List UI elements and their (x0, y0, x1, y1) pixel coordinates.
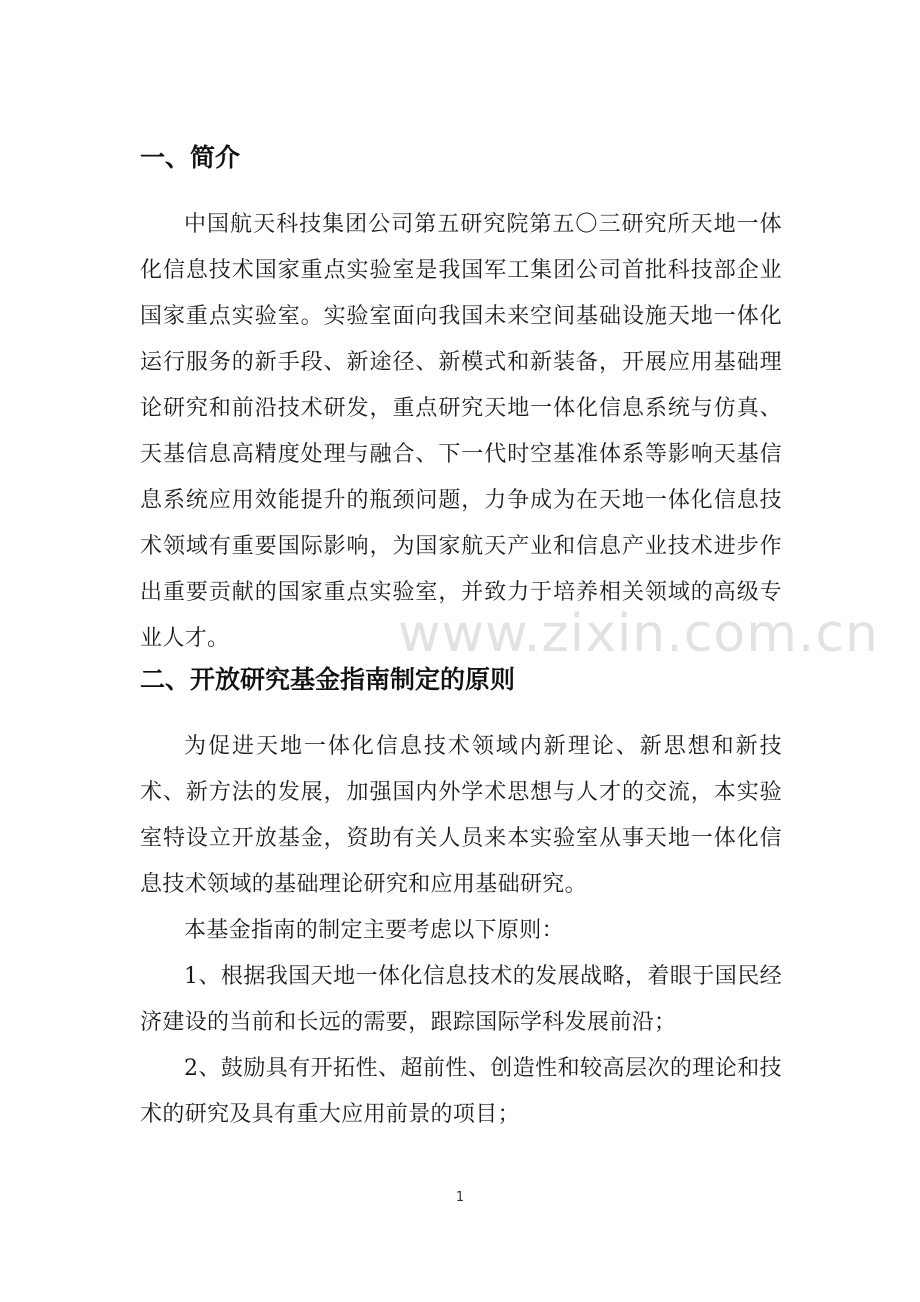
page-number: 1 (455, 1190, 465, 1205)
principle-item-2: 2、鼓励具有开拓性、超前性、创造性和较高层次的理论和技术的研究及具有重大应用前景的项目； (140, 1056, 782, 1127)
principle-item-1: 1、根据我国天地一体化信息技术的发展战略，着眼于国民经济建设的当前和长远的需要，跟踪国际学科发展前沿； (140, 964, 782, 1035)
section-heading-intro: 一、简介 (140, 143, 241, 172)
section-heading-principles: 二、开放研究基金指南制定的原则 (140, 665, 516, 694)
watermark: www.zixin.com.cn (398, 604, 879, 664)
principles-paragraph-2: 本基金指南的制定主要考虑以下原则： (184, 918, 564, 943)
intro-paragraph: 中国航天科技集团公司第五研究院第五〇三研究所天地一体化信息技术国家重点实验室是我国军工集团公司首批科技部企业国家重点实验室。实验室面向我国未来空间基础设施天地一体化运行服务的新手段、新途径、新模式和新装备，开展应用基础理论研究和前沿技术研发，重点研究天地一体化信息系统与仿真、天基信息高精度处理与融合、下一代时空基准体系等影响天基信息系统应用效能提升的瓶颈问题，力争成为在天地一体化信息技术领域有重要国际影响，为国家航天产业和信息产业技术进步作出重要贡献的国家重点实验室，并致力于培养相关领域的高级专业人才。 (140, 212, 782, 651)
principles-paragraph-1: 为促进天地一体化信息技术领域内新理论、新思想和新技术、新方法的发展，加强国内外学术思想与人才的交流，本实验室特设立开放基金，资助有关人员来本实验室从事天地一体化信息技术领域的基础理论研究和应用基础研究。 (140, 734, 782, 897)
